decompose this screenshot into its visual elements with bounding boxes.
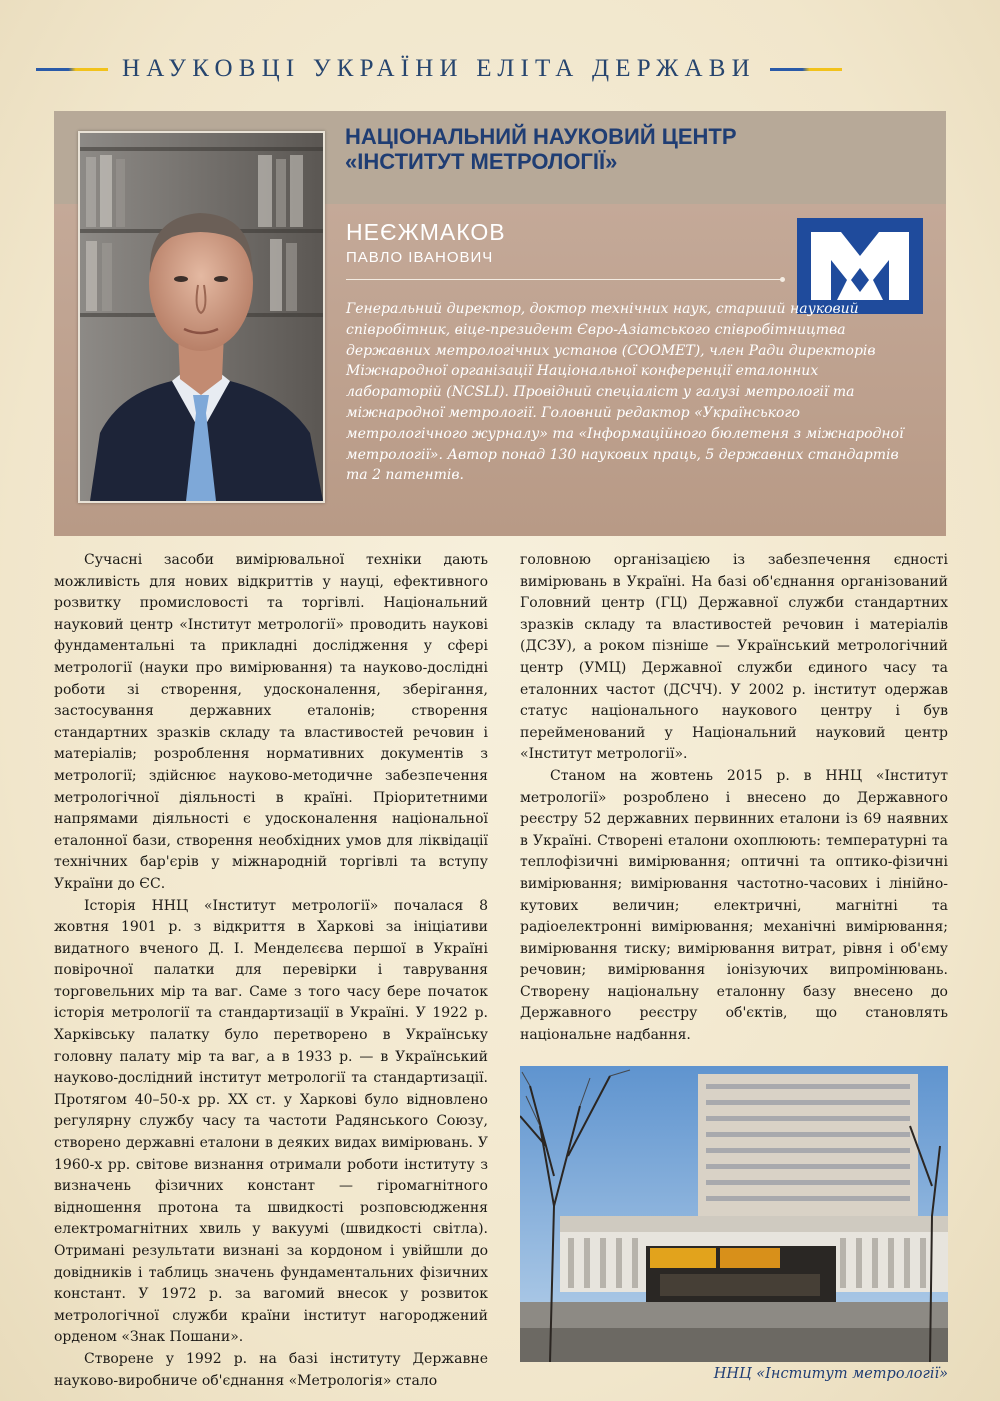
masthead	[36, 52, 968, 86]
article-paragraph: Станом на жовтень 2015 р. в ННЦ «Інститут метрології» розроблено і внесено до Державного реєстру 52 державних первинних еталони із 69 наявних в Україні. Створені еталони охоплюють: температурні та теплофізичні вимірювання; оптичні та оптико-фізичні вимірювання; вимірювання частотно-часових і лінійно-кутових величин; електричні, магнітні та радіоелектронні вимірювання; механічні вимірювання; вимірювання тиску; вимірювання витрат, рівня і об'єму речовин; вимірювання іонізуючих випромінювань. Створену національну еталонну базу внесено до Державного реєстру об'єктів, що становлять національне надбання.	[520, 767, 948, 1044]
article-column-left	[54, 550, 488, 1392]
portrait-photo	[78, 131, 325, 503]
masthead-rule-right	[770, 68, 842, 71]
article-paragraph: головною організацією із забезпечення єдності вимірювань в Україні. На базі об'єднання організований Головний центр (ГЦ) Державної служби стандартних зразків складу та властивостей речовин і матеріалів (ДСЗУ), а роком пізніше — Український метрологічний центр (УМЦ) Державної служби єдиного часу та еталонних частот (ДСЧЧ). У 2002 р. інститут одержав статус національного наукового центру і був перейменований у Національний науковий центр «Інститут метрології».	[520, 552, 948, 763]
person-biography	[346, 299, 906, 486]
person-surname: НЕЄЖМАКОВ	[346, 219, 506, 245]
portrait-illustration	[80, 133, 323, 501]
article-column-right	[520, 550, 948, 1047]
building-illustration	[520, 1066, 948, 1362]
person-given-names: ПАВЛО ІВАНОВИЧ	[346, 249, 494, 266]
masthead-title: НАУКОВЦІ УКРАЇНИ ЕЛІТА ДЕРЖАВИ	[122, 55, 756, 82]
photo-caption: ННЦ «Інститут метрології»	[713, 1366, 948, 1382]
article-paragraph: Історія ННЦ «Інститут метрології» почалася 8 жовтня 1901 р. з відкриття в Харкові за ініціативи видатного вченого Д. І. Менделєєва першої в Україні повірочної палатки для перевірки і таврування торговельних мір та ваг. Саме з того часу бере початок історія метрології та стандартизації в Україні. У 1922 р. Харківську палатку було перетворено в Українську головну палату мір та ваг, а в 1933 р. — в Український науково-дослідний інститут метрології та стандартизації. Протягом 40–50-х рр. ХХ ст. у Харкові було відновлено регулярну службу часу та частоти Радянського Союзу, створено державні еталони в деяких видах вимірювань. У 1960-х рр. світове визнання отримали роботи інституту з визначень фізичних констант — гіромагнітного відношення протона та швидкості розповсюдження електромагнітних хвиль у вакуумі (швидкості світла). Отримані результати визнані за кордоном і увійшли до довідників і таблиць значень фундаментальних фізичних констант. У 1972 р. за вагомий внесок у розвиток метрологічної служби країни інститут нагороджений орденом «Знак Пошани».	[54, 897, 488, 1346]
name-divider	[346, 279, 782, 280]
organization-title-line-1: НАЦІОНАЛЬНИЙ НАУКОВИЙ ЦЕНТР	[345, 124, 737, 149]
biography-text: Генеральний директор, доктор технічних наук, старший науковий співробітник, віце-президент Євро-Азіатського співробітництва державних метрологічних установ (COOMET), член Ради директорів Міжнародної організації Національної конференції еталонних лабораторій (NCSLI). Провідний спеціаліст у галузі метрології та міжнародної метрології. Головний редактор «Українського метрологічного журналу» та «Інформаційного бюлетеня з міжнародної метрології». Автор понад 130 наукових праць, 5 державних стандартів та 2 патентів.	[346, 301, 904, 484]
article-paragraph: Створене у 1992 р. на базі інституту Державне науково-виробниче об'єднання «Метрологія» стало	[54, 1350, 488, 1389]
organization-title-line-2: «ІНСТИТУТ МЕТРОЛОГІЇ»	[345, 149, 618, 174]
masthead-rule-left	[36, 68, 108, 71]
building-photo	[520, 1066, 948, 1362]
organization-title	[345, 124, 765, 174]
article-paragraph: Сучасні засоби вимірювальної техніки дають можливість для нових відкриттів у науці, ефективного розвитку промисловості та торгівлі. Національний науковий центр «Інститут метрології» проводить наукові фундаментальні та прикладні дослідження у сфері метрології (науки про вимірювання) та науково-дослідні роботи зі створення, удосконалення, зберігання, застосування державних еталонів; створення стандартних зразків складу та властивостей речовин і матеріалів; розроблення нормативних документів з метрології; здійснює науково-методичне забезпечення метрологічної діяльності в країні. Пріоритетними напрямами діяльності є удосконалення національної еталонної бази, створення необхідних умов для ліквідації технічних бар'єрів у міжнародній торгівлі та вступу України до ЄС.	[54, 552, 488, 892]
